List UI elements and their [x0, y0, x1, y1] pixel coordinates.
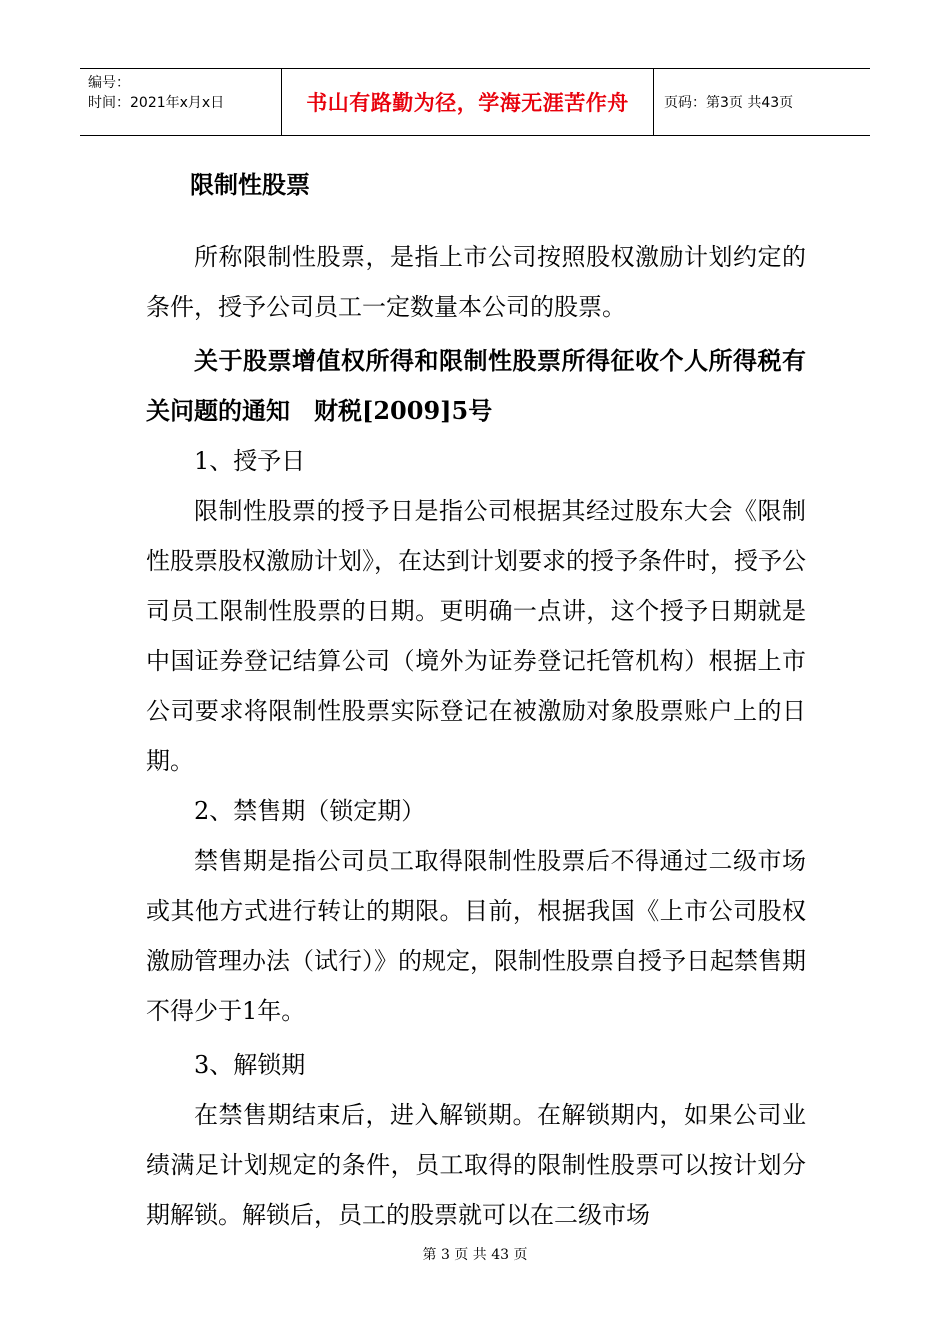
notice-heading: 关于股票增值权所得和限制性股票所得征收个人所得税有关问题的通知 财税[2009]5号 — [146, 346, 806, 425]
document-time-label: 时间：2021年x月x日 — [88, 95, 225, 111]
header-motto-cell — [282, 69, 654, 135]
item2-paragraph: 禁售期是指公司员工取得限制性股票后不得通过二级市场或其他方式进行转让的期限。目前，根据我国《上市公司股权激励管理办法（试行）》的规定，限制性股票自授予日起禁售期不得少于1年。 — [146, 847, 806, 1025]
item3-paragraph: 在禁售期结束后，进入解锁期。在解锁期内，如果公司业绩满足计划规定的条件，员工取得的限制性股票可以按计划分期解锁。解锁后，员工的股票就可以在二级市场 — [146, 1101, 806, 1229]
header-meta-cell — [80, 69, 282, 135]
header-motto: 书山有路勤为径，学海无涯苦作舟 — [306, 90, 629, 115]
page-header — [80, 68, 870, 136]
page-footer: 第 3 页 共 43 页 — [422, 1247, 528, 1263]
item1-heading: 1、授予日 — [194, 447, 306, 475]
item3-heading: 3、解锁期 — [194, 1051, 306, 1079]
item1-paragraph: 限制性股票的授予日是指公司根据其经过股东大会《限制性股票股权激励计划》，在达到计划要求的授予条件时，授予公司员工限制性股票的日期。更明确一点讲，这个授予日期就是中国证券登记结算公司（境外为证券登记托管机构）根据上市公司要求将限制性股票实际登记在被激励对象股票账户上的日期。 — [146, 497, 806, 775]
item2-heading: 2、禁售期（锁定期） — [194, 797, 426, 825]
document-body — [146, 160, 806, 1240]
section-title: 限制性股票 — [190, 170, 310, 199]
header-page-code: 页码：第3页 共43页 — [664, 95, 794, 111]
document-number-label: 编号： — [88, 75, 130, 91]
header-page-cell — [654, 69, 870, 135]
definition-paragraph: 所称限制性股票，是指上市公司按照股权激励计划约定的条件，授予公司员工一定数量本公司的股票。 — [146, 243, 806, 321]
